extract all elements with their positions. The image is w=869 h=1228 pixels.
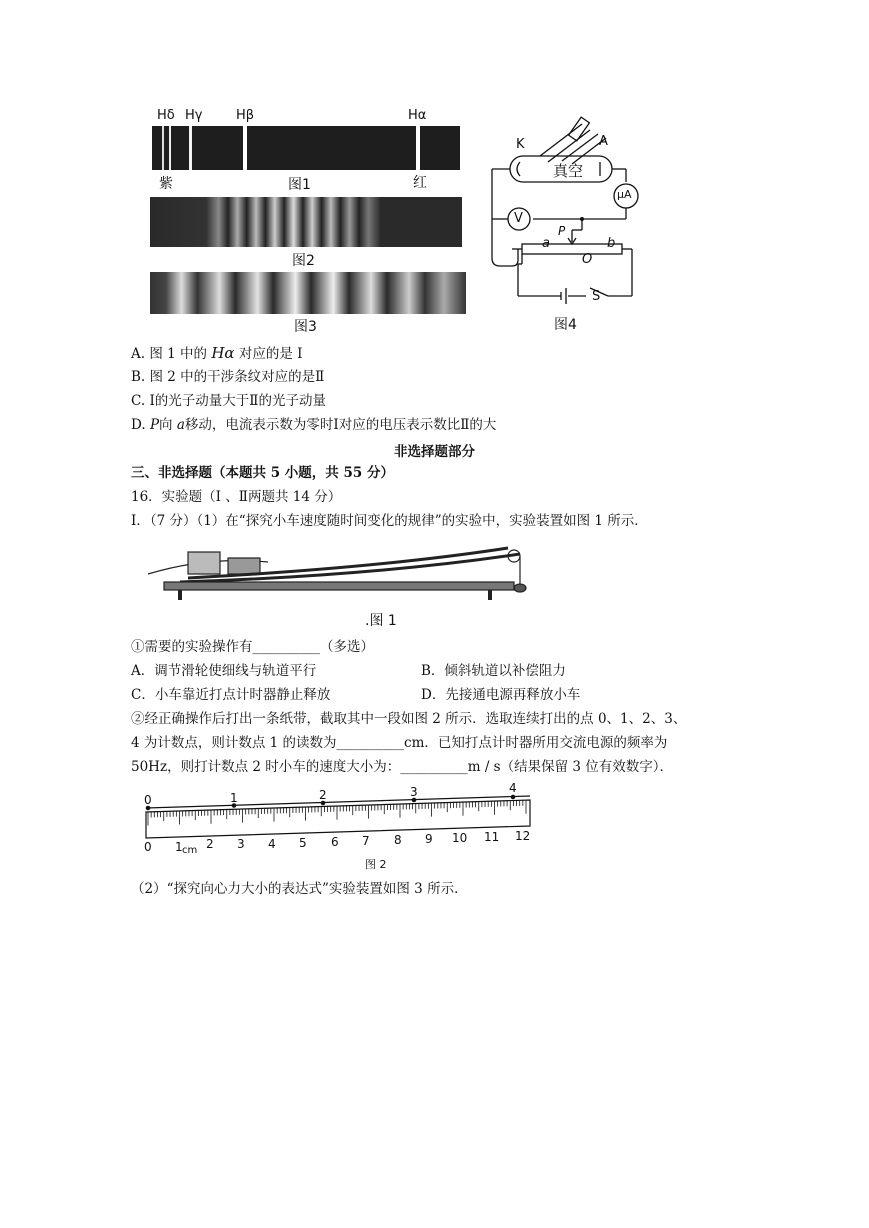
- ruler-unit: cm: [182, 845, 198, 856]
- tick-11: 11: [484, 830, 500, 844]
- cart-fig-caption: .图 1: [365, 613, 397, 629]
- tick-1: 1: [175, 840, 183, 854]
- question-16-1-b-line1: ②经正确操作后打出一条纸带，截取其中一段如图 2 所示．选取连续打出的点 0、1、2、3、: [131, 711, 687, 727]
- option-b-letter: B.: [131, 369, 146, 385]
- option-d: [131, 416, 496, 434]
- option-a: [131, 344, 302, 363]
- label-switch-s: S: [592, 289, 601, 304]
- label-end-b: b: [607, 236, 616, 251]
- label-h-delta: Hδ: [157, 108, 175, 123]
- option-d-a: a: [176, 417, 185, 433]
- option-d-text2: 移动，电流表示数为零时Ⅰ对应的电压表示数比Ⅱ的大: [184, 417, 497, 433]
- option-b-text: 图 2 中的干涉条纹对应的是Ⅱ: [149, 369, 325, 385]
- label-end-a: a: [542, 236, 550, 251]
- label-cathode-k: K: [516, 137, 525, 152]
- tick-8: 8: [394, 833, 402, 847]
- fig4-caption: 图4: [554, 317, 577, 333]
- part3-title: 三、非选择题（本题共 5 小题，共 55 分）: [131, 465, 394, 481]
- interference-fringes-image: [150, 197, 462, 247]
- fig3-caption: 图3: [294, 319, 317, 335]
- point-3: 3: [410, 785, 418, 799]
- label-anode-a: A: [599, 134, 608, 149]
- label-h-beta: Hβ: [236, 108, 255, 123]
- circuit-diagram: [486, 104, 646, 334]
- ammeter-symbol: μA: [617, 188, 632, 201]
- label-h-gamma: Hγ: [185, 108, 203, 123]
- point-0: 0: [144, 793, 152, 807]
- tick-9: 9: [425, 832, 433, 846]
- option-c: [131, 392, 326, 410]
- label-vacuum: 真空: [553, 162, 584, 180]
- tick-4: 4: [268, 837, 276, 851]
- option-16-c: C．小车靠近打点计时器静止释放: [131, 687, 331, 703]
- tick-12: 12: [515, 829, 531, 843]
- label-violet: 紫: [159, 176, 173, 192]
- label-midpoint-o: O: [582, 252, 593, 267]
- label-h-alpha: Hα: [408, 108, 427, 123]
- option-b: [131, 368, 324, 386]
- tick-3: 3: [237, 837, 245, 851]
- tick-5: 5: [299, 836, 307, 850]
- label-slider-p: P: [558, 224, 566, 238]
- wide-fringes-image: [150, 272, 466, 314]
- voltmeter-symbol: V: [514, 211, 523, 226]
- ruler-tape-image: [138, 782, 538, 872]
- fig1-caption: 图1: [288, 177, 311, 193]
- label-red: 红: [413, 175, 427, 191]
- option-c-letter: C.: [131, 393, 146, 409]
- cart-track-image: [140, 538, 540, 610]
- option-16-d: D．先接通电源再释放小车: [421, 687, 581, 703]
- option-a-letter: A.: [131, 346, 146, 362]
- option-16-a: A．调节滑轮使细线与轨道平行: [131, 663, 317, 679]
- tick-2: 2: [206, 837, 214, 851]
- tape-point-labels: [144, 782, 517, 807]
- ruler-fig-caption: 图 2: [365, 858, 387, 871]
- ruler-ticks-labels: [144, 829, 530, 856]
- tick-10: 10: [452, 831, 468, 845]
- tick-7: 7: [362, 834, 370, 848]
- option-d-p: P: [149, 417, 160, 433]
- option-16-b: B．倾斜轨道以补偿阻力: [421, 663, 566, 679]
- question-16-part2: （2）“探究向心力大小的表达式”实验装置如图 3 所示．: [131, 881, 468, 897]
- tick-0: 0: [144, 840, 152, 854]
- option-a-symbol: Hα: [211, 344, 235, 362]
- question-16-1-b-line3: 50Hz，则打计数点 2 时小车的速度大小为：__________m / s（结果保留 3 位有效数字）．: [131, 759, 674, 775]
- option-d-letter: D.: [131, 417, 146, 433]
- point-2: 2: [319, 788, 327, 802]
- option-c-text: Ⅰ的光子动量大于Ⅱ的光子动量: [149, 393, 326, 409]
- point-1: 1: [230, 791, 238, 805]
- option-d-text1: 向: [159, 417, 173, 433]
- option-a-text: 图 1 中的: [149, 346, 208, 362]
- option-a-rest: 对应的是 Ⅰ: [238, 346, 303, 362]
- question-16: 16．实验题（Ⅰ 、Ⅱ两题共 14 分）: [131, 489, 342, 505]
- question-16-1-a: ①需要的实验操作有__________（多选）: [131, 639, 374, 655]
- point-4: 4: [509, 782, 517, 795]
- section-title: 非选择题部分: [394, 444, 475, 460]
- question-16-1-b-line2: 4 为计数点，则计数点 1 的读数为__________cm．已知打点计时器所用交流电源的频率为: [131, 735, 668, 751]
- fig2-caption: 图2: [292, 253, 315, 269]
- tick-6: 6: [331, 835, 339, 849]
- question-16-part1: Ⅰ．（7 分）（1）在“探究小车速度随时间变化的规律”的实验中，实验装置如图 1 所示．: [131, 513, 648, 529]
